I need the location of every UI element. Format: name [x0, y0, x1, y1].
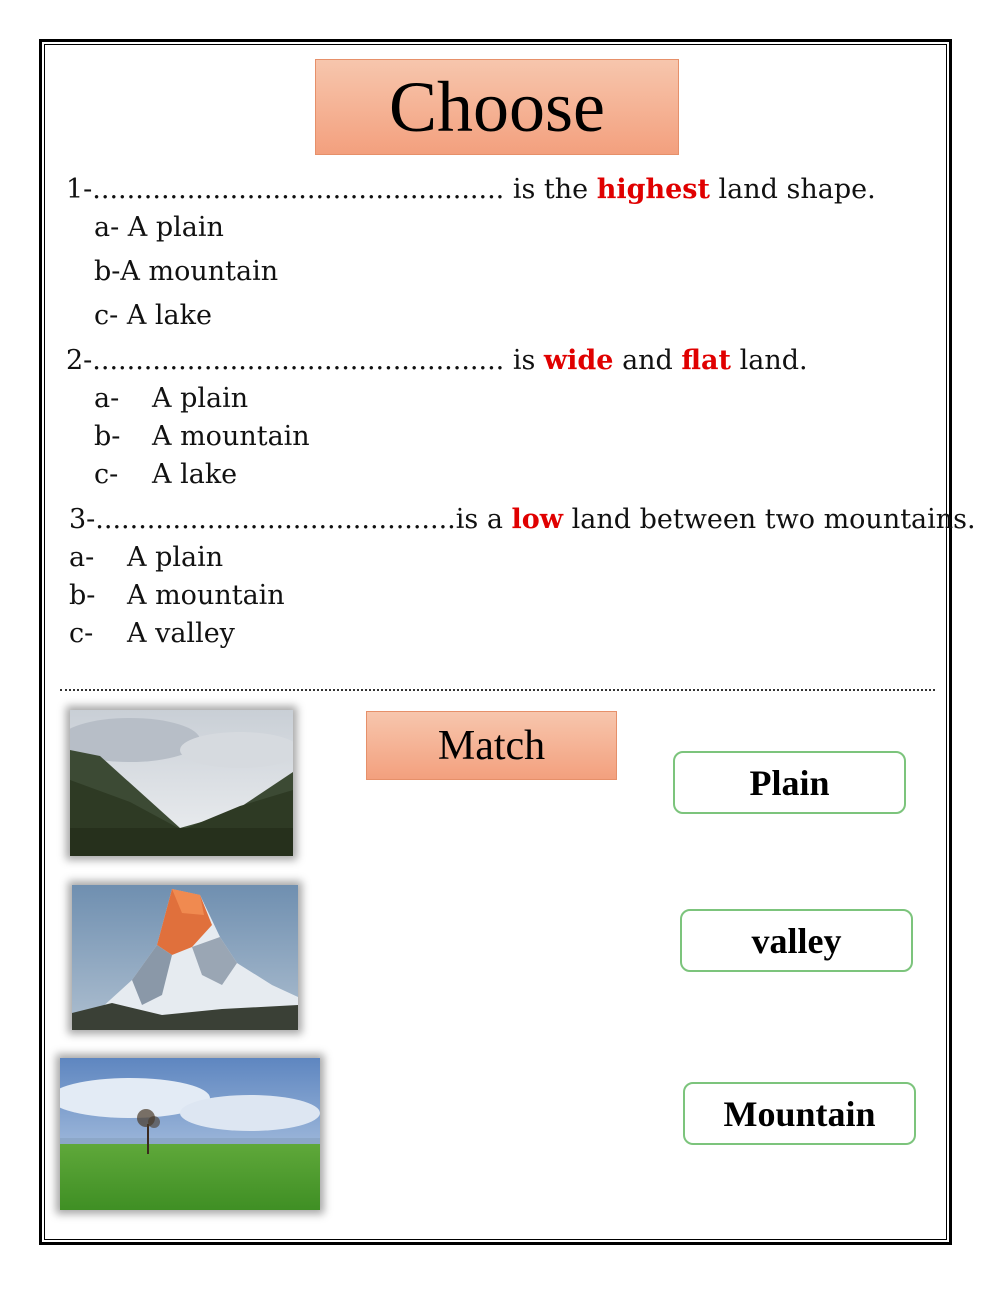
question-3	[69, 506, 976, 533]
question-3-keyword: low	[511, 504, 564, 535]
question-2-option-b-text[interactable]: A mountain	[152, 421, 310, 452]
question-1-prefix: 1-................................................ is the	[66, 174, 597, 205]
question-3-suffix: land between two mountains.	[563, 504, 976, 535]
question-1-option-b[interactable]: b-A mountain	[94, 256, 279, 287]
question-2-option-a-text[interactable]: A plain	[152, 383, 249, 414]
question-2-keyword-2: flat	[681, 345, 732, 376]
match-word-valley[interactable]: valley	[680, 909, 913, 972]
question-2-option-c-text[interactable]: A lake	[152, 459, 238, 490]
question-3-option-c-text[interactable]: A valley	[127, 618, 235, 649]
section-divider	[60, 689, 935, 691]
question-3-prefix: 3-..........................................is a	[69, 504, 512, 535]
question-3-option-b-text[interactable]: A mountain	[127, 580, 285, 611]
question-2-option-a[interactable]: a-	[94, 383, 120, 414]
question-1	[66, 176, 876, 203]
valley-picture[interactable]	[70, 710, 293, 856]
question-2-prefix: 2-................................................ is	[66, 345, 544, 376]
choose-title-text: Choose	[389, 66, 605, 147]
question-2-option-b[interactable]: b-	[94, 421, 121, 452]
match-title-text: Match	[437, 722, 546, 769]
question-3-option-a-text[interactable]: A plain	[127, 542, 224, 573]
match-title	[366, 711, 617, 780]
question-3-option-b[interactable]: b-	[69, 580, 96, 611]
question-2-middle: and	[613, 345, 682, 376]
question-1-keyword: highest	[596, 174, 710, 205]
question-2-option-c[interactable]: c-	[94, 459, 119, 490]
plain-picture[interactable]	[60, 1058, 320, 1210]
question-3-option-c[interactable]: c-	[69, 618, 94, 649]
question-2-keyword-1: wide	[543, 345, 614, 376]
match-word-mountain[interactable]: Mountain	[683, 1082, 916, 1145]
question-1-option-a[interactable]: a- A plain	[94, 212, 224, 243]
question-1-suffix: land shape.	[709, 174, 876, 205]
mountain-picture[interactable]	[72, 885, 298, 1030]
question-2-suffix: land.	[731, 345, 808, 376]
choose-title	[315, 59, 679, 155]
question-2	[66, 347, 808, 374]
match-word-plain[interactable]: Plain	[673, 751, 906, 814]
question-3-option-a[interactable]: a-	[69, 542, 95, 573]
question-1-option-c[interactable]: c- A lake	[94, 300, 212, 331]
